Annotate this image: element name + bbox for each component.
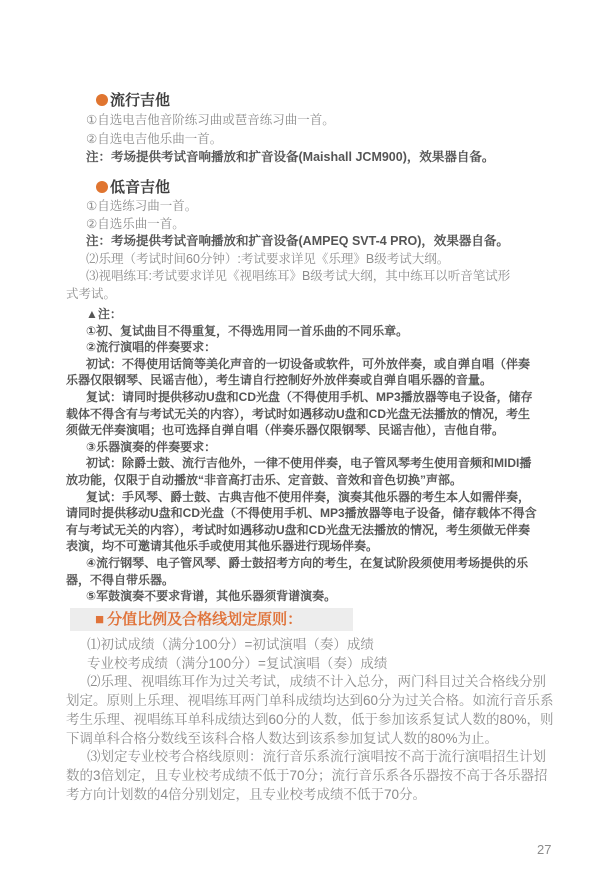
text-line: 专业校考成绩（满分100分）=复试演唱（奏）成绩 xyxy=(87,655,388,671)
text-line: ⑵乐理（考试时间60分钟）:考试要求详见《乐理》B级考试大纲。 xyxy=(86,251,450,266)
section-heading-pop-guitar xyxy=(66,90,552,111)
text-line: ①初、复试曲目不得重复，不得选用同一首乐曲的不同乐章。 xyxy=(86,323,409,338)
text-line: ①自选练习曲一首。 xyxy=(86,199,198,213)
text-line: 表演，均不可邀请其他乐手或使用其他乐器进行现场伴奏。 xyxy=(66,539,379,554)
text-line: ⑴初试成绩（满分100分）=初试演唱（奏）成绩 xyxy=(87,637,374,652)
text-line: ⑤军鼓演奏不要求背谱，其他乐器须背谱演奏。 xyxy=(86,589,337,604)
band-title: 分值比例及合格线划定原则： xyxy=(107,611,303,628)
text-line: ①自选电吉他音阶练习曲或琶音练习曲一首。 xyxy=(86,113,335,127)
text-line: ⑵乐理、视唱练耳作为过关考试，成绩不计入总分，两门科目过关合格线分别 xyxy=(87,674,546,690)
text-line: 请同时提供移动U盘和CD光盘（不得使用手机、MP3播放器等电子设备，储存载体不得含 xyxy=(66,506,537,521)
text-line: 复试：请同时提供移动U盘和CD光盘（不得使用手机、MP3播放器等电子设备，储存 xyxy=(86,389,533,404)
text-line: 载体不得含有与考试无关的内容），考试时如遇移动U盘和CD光盘无法播放的情况，考生 xyxy=(66,406,531,421)
text-line: 考方向计划数的4倍分别划定，且专业校考成绩不低于70分。 xyxy=(66,786,427,802)
text-line: 器，不得自带乐器。 xyxy=(66,572,175,587)
text-line: 考生乐理、视唱练耳单科成绩达到60分的人数，低于参加该系复试人数的80%，则 xyxy=(66,711,554,727)
orange-bullet-icon xyxy=(96,94,108,106)
text-line: 下调单科合格分数线至该科合格人数达到该系参加复试人数的80%为止。 xyxy=(66,730,499,746)
page-number: 27 xyxy=(537,842,552,857)
text-line: 须做无伴奏演唱；也可选择自弹自唱（伴奏乐器仅限钢琴、民谣吉他），吉他自带。 xyxy=(66,423,505,438)
text-line: ▲注： xyxy=(86,307,122,321)
text-line: ②自选电吉他乐曲一首。 xyxy=(86,131,223,146)
text-line: 初试：除爵士鼓、流行吉他外，一律不使用伴奏，电子管风琴考生使用音频和MIDI播 xyxy=(86,456,532,471)
section-notes xyxy=(66,306,552,605)
text-line: ④流行钢琴、电子管风琴、爵士鼓招考方向的考生，在复试阶段须使用考场提供的乐 xyxy=(86,555,529,570)
text-line: 放功能，仅限于自动播放“非音高打击乐、定音鼓、音效和音色切换”声部。 xyxy=(66,472,463,487)
section-heading-bass-guitar xyxy=(66,177,552,198)
text-line: 注：考场提供考试音响播放和扩音设备(AMPEQ SVT-4 PRO)，效果器自备。 xyxy=(86,234,509,249)
text-line: 有与考试无关的内容），考试时如遇移动U盘和CD光盘无法播放的情况，考生须做无伴奏 xyxy=(66,522,531,537)
text-line: 注：考场提供考试音响播放和扩音设备(Maishall JCM900)，效果器自备。 xyxy=(86,150,495,164)
orange-bullet-icon xyxy=(96,181,108,193)
section-score-rules xyxy=(66,636,552,804)
text-line: 式考试。 xyxy=(66,286,117,301)
text-line: ⑶视唱练耳:考试要求详见《视唱练耳》B级考试大纲，其中练耳以听音笔试形 xyxy=(86,269,511,284)
text-line: 划定。原则上乐理、视唱练耳两门单科成绩均达到60分为过关合格。如流行音乐系 xyxy=(66,693,554,709)
section-bass-guitar xyxy=(66,177,552,304)
section-heading-label: 低音吉他 xyxy=(110,179,171,196)
text-line: 初试：不得使用话筒等美化声音的一切设备或软件，可外放伴奏，或自弹自唱（伴奏 xyxy=(86,356,531,371)
text-line: 乐器仅限钢琴、民谣吉他），考生请自行控制好外放伴奏或自弹自唱乐器的音量。 xyxy=(66,373,493,388)
text-line: ②流行演唱的伴奏要求： xyxy=(86,340,217,355)
text-line: 数的3倍划定，且专业校考成绩不低于70分；流行音乐系各乐器按不高于各乐器招 xyxy=(66,767,548,783)
text-line: ③乐器演奏的伴奏要求： xyxy=(86,439,217,454)
section-band-score-rules xyxy=(70,608,353,631)
square-bullet-icon: ■ xyxy=(95,611,105,628)
text-line: ②自选乐曲一首。 xyxy=(86,216,185,231)
section-pop-guitar xyxy=(66,90,552,167)
section-heading-label: 流行吉他 xyxy=(110,92,171,109)
text-line: ⑶划定专业校考合格线原则：流行音乐系流行演唱按不高于流行演唱招生计划 xyxy=(87,749,546,765)
text-line: 复试：手风琴、爵士鼓、古典吉他不使用伴奏，演奏其他乐器的考生本人如需伴奏， xyxy=(86,489,531,504)
